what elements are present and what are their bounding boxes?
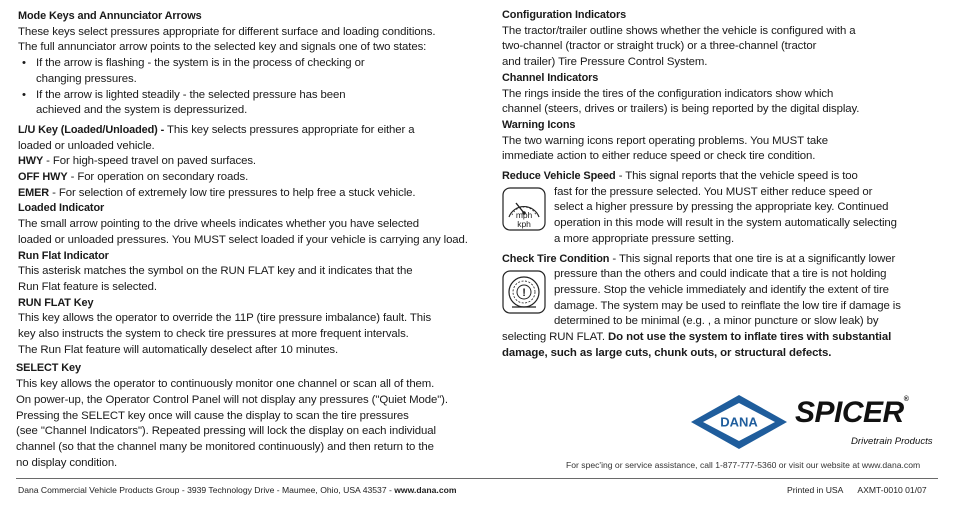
config-indicators-heading: Configuration Indicators (502, 9, 627, 21)
speedometer-label-top: mph (515, 210, 533, 221)
spicer-tagline: Drivetrain Products (851, 436, 933, 447)
check-tire-last-line (502, 330, 942, 346)
hwy-text: - For high-speed travel on paved surfaces. (43, 155, 256, 168)
warning-icons-heading: Warning Icons (502, 118, 576, 131)
check-tire-first-line (502, 252, 942, 268)
check-tire-warning-bold: damage, such as large cuts, chunk outs, or structural defects. (502, 346, 832, 359)
speedometer-icon (502, 187, 546, 231)
lu-key-term: L/U Key (Loaded/Unloaded) - (18, 123, 165, 136)
loaded-indicator-text: loaded or unloaded pressures. You MUST select loaded if your vehicle is carrying any load. (18, 233, 468, 246)
check-tire-term: Check Tire Condition (502, 252, 610, 265)
loaded-indicator-heading: Loaded Indicator (18, 202, 105, 215)
check-tire-text: pressure. Stop the vehicle immediately and identify the extent of tire (554, 283, 889, 296)
dana-logo (689, 393, 789, 451)
channel-indicators-heading: Channel Indicators (502, 71, 599, 84)
check-tire-text: selecting RUN FLAT. (502, 331, 609, 344)
off-hwy-term: OFF HWY (18, 171, 68, 184)
footer-address-text: Dana Commercial Vehicle Products Group - 3939 Technology Drive - Maumee, Ohio, USA 43537 - (18, 485, 395, 495)
mode-keys-text: The full annunciator arrow points to the selected key and signals one of two states: (18, 41, 427, 54)
bullet-text: If the arrow is lighted steadily - the selected pressure has been (36, 88, 346, 101)
bullet-item (18, 56, 502, 87)
emer-text: - For selection of extremely low tire pressures to help free a stuck vehicle. (49, 186, 416, 199)
select-key-text: (see "Channel Indicators"). Repeated pressing will lock the display on each individual (16, 425, 436, 438)
select-key-text: channel (so that the channel many be monitored continuously) and then return to the (16, 440, 434, 453)
check-tire-text: - This signal reports that one tire is at a significantly lower (609, 252, 896, 265)
spicer-logo-text: SPICER (795, 396, 904, 429)
check-tire-text: damage. The system may be used to reinflate the low tire if damage is (554, 299, 901, 312)
right-column (502, 8, 942, 361)
reduce-speed-text: select a higher pressure by pressing the appropriate key. Continued (554, 201, 889, 214)
footer-address (18, 485, 457, 495)
reduce-speed-first-line (502, 169, 942, 185)
reduce-speed-text: operation in this mode will result in the system automatically selecting (554, 217, 897, 230)
reduce-speed-block (502, 169, 942, 248)
warning-icons-text: immediate action to either reduce speed or check tire condition. (502, 150, 816, 163)
left-column (18, 9, 502, 471)
footer-print-info (787, 485, 927, 495)
warning-icons-text: The two warning icons report operating problems. You MUST take (502, 134, 828, 147)
mode-keys-heading: Mode Keys and Annunciator Arrows (18, 10, 202, 22)
mode-keys-text: These keys select pressures appropriate for different surface and loading conditions. (18, 25, 436, 38)
config-indicators-text: and trailer) Tire Pressure Control System. (502, 56, 708, 69)
bullet-item (18, 88, 502, 119)
check-tire-block (502, 252, 942, 362)
lu-key-text: loaded or unloaded vehicle. (18, 139, 155, 152)
config-indicators-text: two-channel (tractor or straight truck) or a three-channel (tractor (502, 40, 817, 53)
run-flat-key-text: key also instructs the system to check tire pressures at more frequent intervals. (18, 328, 409, 341)
select-key-text: On power-up, the Operator Control Panel will not display any pressures ("Quiet Mode"). (16, 393, 448, 406)
channel-indicators-text: The rings inside the tires of the configuration indicators show which (502, 87, 834, 100)
select-key-text: This key allows the operator to continuously monitor one channel or scan all of them. (16, 378, 435, 391)
contact-line: For spec'ing or service assistance, call 1-877-777-5360 or visit our website at www.dana.com (566, 460, 921, 470)
reduce-speed-text: fast for the pressure selected. You MUST either reduce speed or (554, 185, 873, 198)
reduce-speed-text: a more appropriate pressure setting. (554, 232, 735, 245)
select-key-text: Pressing the SELECT key once will cause the display to scan the tire pressures (16, 409, 409, 422)
loaded-indicator-text: The small arrow pointing to the drive wheels indicates whether you have selected (18, 218, 420, 231)
tire-warning-symbol: ! (522, 286, 526, 299)
bullet-symbol: • (22, 88, 26, 101)
spicer-logo-word (795, 396, 908, 430)
bullet-text: changing pressures. (36, 72, 137, 85)
check-tire-warning-bold: Do not use the system to inflate tires with substantial (608, 331, 892, 344)
hwy-paragraph (18, 154, 502, 170)
off-hwy-paragraph (18, 170, 502, 186)
footer-divider (16, 478, 938, 479)
run-flat-indicator-text: This asterisk matches the symbol on the RUN FLAT key and it indicates that the (18, 265, 413, 278)
select-key-heading: SELECT Key (16, 362, 81, 375)
check-tire-text: determined to be minimal (e.g. , a minor puncture or slow leak) by (554, 315, 879, 328)
footer-printed: Printed in USA (787, 485, 844, 495)
footer-website-link[interactable]: www.dana.com (394, 485, 457, 495)
run-flat-key-text: The Run Flat feature will automatically deselect after 10 minutes. (18, 343, 339, 356)
run-flat-indicator-heading: Run Flat Indicator (18, 249, 109, 262)
bullet-text: achieved and the system is depressurized. (36, 104, 248, 117)
tire-warning-icon (502, 270, 546, 314)
spicer-logo (795, 396, 937, 452)
footer-doc-code: AXMT-0010 01/07 (857, 485, 927, 495)
emer-paragraph (18, 186, 502, 202)
dana-logo-text: DANA (720, 414, 758, 430)
channel-indicators-text: channel (steers, drives or trailers) is being reported by the digital display. (502, 103, 860, 116)
emer-term: EMER (18, 186, 50, 199)
hwy-term: HWY (18, 155, 44, 168)
lu-key-paragraph (18, 123, 502, 139)
reduce-speed-term: Reduce Vehicle Speed (502, 170, 616, 183)
reduce-speed-text: - This signal reports that the vehicle speed is too (615, 170, 858, 183)
speedometer-label-bottom: kph (517, 219, 531, 230)
bullet-symbol: • (22, 57, 26, 70)
run-flat-key-heading: RUN FLAT Key (18, 296, 94, 309)
bullet-text: If the arrow is flashing - the system is in the process of checking or (36, 57, 365, 70)
run-flat-key-text: This key allows the operator to override the 11P (tire pressure imbalance) fault. This (18, 312, 432, 325)
lu-key-text: This key selects pressures appropriate for either a (164, 123, 415, 136)
run-flat-indicator-text: Run Flat feature is selected. (18, 280, 157, 293)
config-indicators-text: The tractor/trailer outline shows whether the vehicle is configured with a (502, 24, 856, 37)
check-tire-text: pressure than the others and could indicate that a tire is not holding (554, 268, 887, 281)
select-key-text: no display condition. (16, 456, 118, 469)
spicer-registered-mark: ® (903, 396, 909, 403)
off-hwy-text: - For operation on secondary roads. (67, 171, 249, 184)
